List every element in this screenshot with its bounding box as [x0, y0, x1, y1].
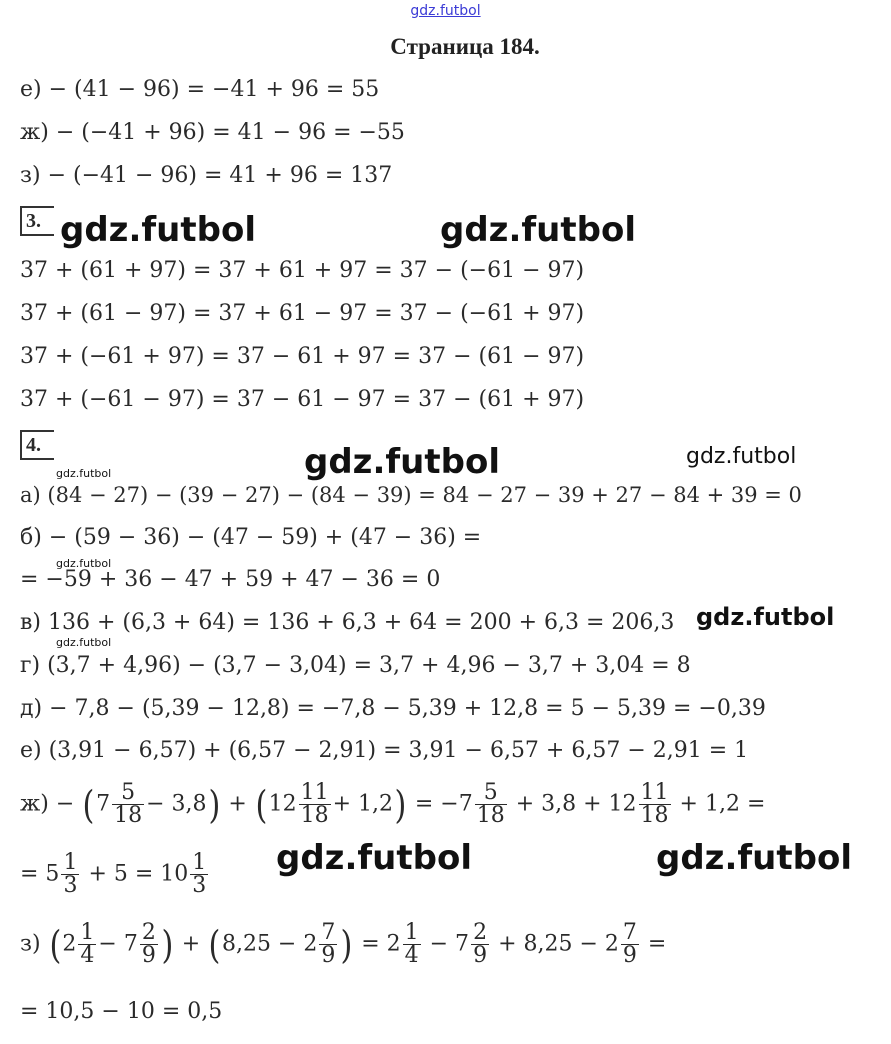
watermark: gdz.futbol	[276, 838, 472, 878]
task-4-z-result: = 10,5 − 10 = 0,5	[20, 999, 223, 1024]
watermark: gdz.futbol	[56, 557, 112, 570]
line-e: е) − (41 − 96) = −41 + 96 = 55	[20, 77, 380, 102]
task-3-line: 37 + (−61 + 97) = 37 − 61 + 97 = 37 − (61 − 97)	[20, 344, 585, 369]
task-4-b: б) − (59 − 36) − (47 − 59) + (47 − 36) =	[20, 525, 482, 550]
watermark: gdz.futbol	[696, 603, 835, 631]
task-4-b-cont: = −59 + 36 − 47 + 59 + 47 − 36 = 0	[20, 567, 441, 592]
watermark: gdz.futbol	[56, 467, 112, 480]
watermark-top-link[interactable]: gdz.futbol	[410, 3, 481, 19]
line-zh: ж) − (−41 + 96) = 41 − 96 = −55	[20, 120, 405, 145]
task-3-line: 37 + (61 + 97) = 37 + 61 + 97 = 37 − (−61 − 97)	[20, 258, 585, 283]
task-4-g: г) (3,7 + 4,96) − (3,7 − 3,04) = 3,7 + 4,96 − 3,7 + 3,04 = 8	[20, 653, 691, 678]
task-4-z: з) (2 $\frac{1}{4}$ − 7 $\frac{2}{9}$ ) + (8,25 − 2 $\frac{7}{9}$ ) = 2 $\frac{1}{4}$ − 7 $\frac{2}{9}$ + 8,25 − 2 $\frac{7}{9}$ =	[20, 920, 667, 968]
task-4-d: д) − 7,8 − (5,39 − 12,8) = −7,8 − 5,39 + 12,8 = 5 − 5,39 = −0,39	[20, 696, 766, 721]
page-title: Страница 184.	[390, 34, 540, 59]
task-4-zh: ж) − (7 $\frac{5}{18}$ − 3,8) + (12 $\frac{11}{18}$ + 1,2) = −7 $\frac{5}{18}$ + 3,8 + 12 $\frac{11}{18}$ + 1,2 =	[20, 780, 766, 828]
watermark: gdz.futbol	[686, 444, 797, 469]
watermark: gdz.futbol	[56, 636, 112, 649]
watermark: gdz.futbol	[656, 838, 852, 878]
task-4-e: е) (3,91 − 6,57) + (6,57 − 2,91) = 3,91 − 6,57 + 6,57 − 2,91 = 1	[20, 738, 749, 763]
task-4-a: а) (84 − 27) − (39 − 27) − (84 − 39) = 84 − 27 − 39 + 27 − 84 + 39 = 0	[20, 483, 802, 507]
task-4-zh-result: = 5 $\frac{1}{3}$ + 5 = 10 $\frac{1}{3}$	[20, 850, 207, 898]
task-4-v: в) 136 + (6,3 + 64) = 136 + 6,3 + 64 = 200 + 6,3 = 206,3	[20, 610, 675, 635]
task-3-line: 37 + (−61 − 97) = 37 − 61 − 97 = 37 − (61 + 97)	[20, 387, 585, 412]
task-4-number: 4.	[20, 430, 54, 460]
watermark: gdz.futbol	[60, 210, 256, 250]
line-z: з) − (−41 − 96) = 41 + 96 = 137	[20, 163, 393, 188]
watermark: gdz.futbol	[440, 210, 636, 250]
task-3-number: 3.	[20, 206, 54, 236]
task-3-line: 37 + (61 − 97) = 37 + 61 − 97 = 37 − (−61 + 97)	[20, 301, 585, 326]
watermark: gdz.futbol	[304, 442, 500, 482]
